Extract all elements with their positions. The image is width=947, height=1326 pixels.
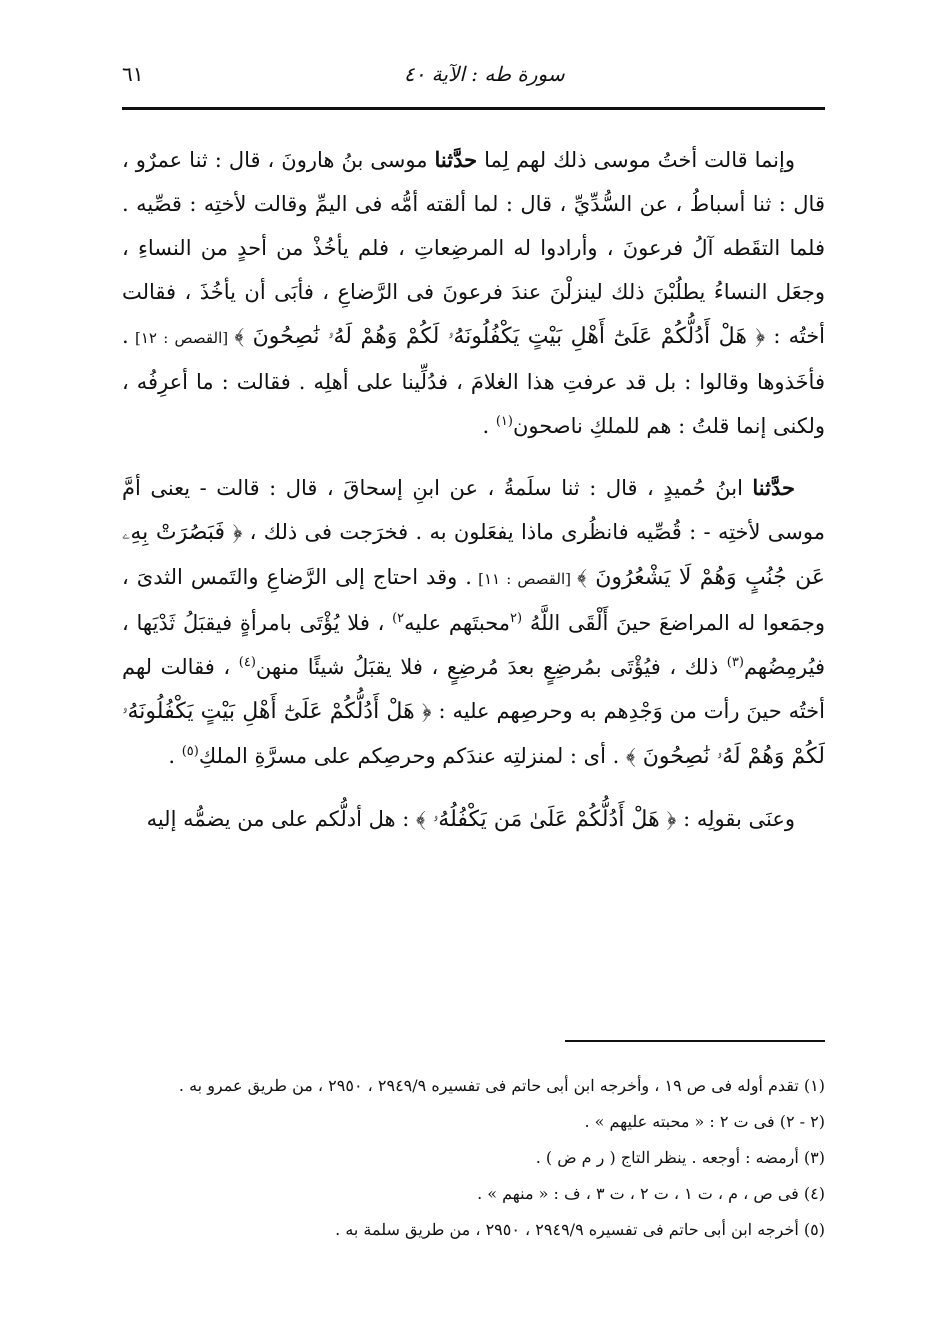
quran-quote: ﴿ هَلْ أَدُلُّكُمْ عَلَىٰٓ أَهْلِ بَيْتٍ يَكْفُلُونَهُۥ لَكُمْ وَهُمْ لَهُۥ نَٰصِحُونَ ﴾ — [234, 324, 766, 349]
footnote-marker: (٥) — [181, 744, 199, 759]
quran-quote: ﴿ فَبَصُرَتْ بِهِۦ عَن جُنُبٍ وَهُمْ لَا يَشْعُرُونَ ﴾ — [122, 520, 826, 590]
verse-reference: [القصص : ١١] — [471, 570, 578, 588]
text-segment: وإنما قالت أختُ موسى ذلك لهم لِما — [477, 148, 795, 172]
footnote-rule — [565, 1040, 825, 1042]
text-segment: ، فلا يُؤْتَى بامرأةٍ فيقبَلُ ثَدْيَها ، فيُرمِضُهم — [122, 611, 826, 679]
text-segment: وعنَى بقولِه : — [676, 807, 795, 831]
text-segment: . وقد احتاج إلى الرَّضاعِ والتَمس الثدىَ ، وجمَعوا له المراضعَ حينَ أَلْقَى اللَّهُ — [122, 565, 825, 635]
text-segment: موسى بنُ هارونَ ، قال : ثنا عمرٌو ، قال : ثنا أسباطُ ، عن السُّدِّيِّ ، قال : لما ألقته أمُّه فى اليمِّ وقالت لأختِه : قصِّيه . فلما التقَطه آلُ فرعونَ ، وأرادوا له المرضِعاتِ ، فلم يأخُذْ من أحدٍ من النساءِ ، وجعَل النساءُ يطلُبْنَ ذلك لينزلْنَ عندَ فرعونَ فى الرَّضاعِ ، فأبَى أن يأخُذَ ، فقالت أختُه : — [122, 148, 826, 348]
footnote-marker: (٤) — [238, 655, 256, 670]
text-segment: . أى : لمنزلتِه عندَكم وحرصِكم على مسرَّةِ الملكِ — [198, 744, 626, 768]
footnote-marker: (١) — [495, 414, 513, 429]
text-segment: ابنُ حُميدٍ ، قال : ثنا سلَمةُ ، عن ابنِ إسحاقَ ، قال : قالت - يعنى أمَّ موسى لأختِه - : قُصِّيه فانظُرى ماذا يفعَلون به . فخرَجت فى ذلك ، — [122, 476, 825, 544]
footnote-2: (٢ - ٢) فى ت ٢ : « محبته عليهم » . — [584, 1112, 825, 1131]
text-segment: . — [482, 414, 496, 438]
footnote-4: (٤) فى ص ، م ، ت ١ ، ت ٢ ، ت ٣ ، ف : « منهم » . — [477, 1184, 825, 1203]
text-segment: ، فقالت لهم أختُه حينَ رأت من وَجْدِهم به وحرصِهم عليه : — [122, 655, 825, 723]
text-segment: محبتَهم عليه — [404, 611, 511, 635]
paragraph-2 — [122, 466, 825, 779]
text-segment: ذلك ، فيُؤْتَى بمُرضِعٍ بعدَ مُرضِعٍ ، فلا يقبَلُ شيئًا منهن — [255, 655, 727, 679]
footnote-marker: (٣) — [726, 655, 744, 670]
paragraph-3 — [122, 797, 825, 842]
page-number: ٦١ — [122, 62, 144, 86]
footnotes — [122, 1068, 825, 1248]
paragraph-1 — [122, 138, 825, 448]
footnote-3: (٣) أرمضه : أوجعه . ينظر التاج ( ر م ض ) . — [535, 1148, 825, 1167]
header-rule — [122, 107, 825, 110]
verse-reference: [القصص : ١٢] — [128, 329, 235, 347]
footnote-1: (١) تقدم أوله فى ص ١٩ ، وأخرجه ابن أبى حاتم فى تفسيره ٢٩٤٩/٩ ، ٢٩٥٠ ، من طريق عمرو به . — [178, 1076, 825, 1095]
quran-quote: ﴿ هَلْ أَدُلُّكُمْ عَلَىٰٓ أَهْلِ بَيْتٍ يَكْفُلُونَهُۥ لَكُمْ وَهُمْ لَهُۥ نَٰصِحُونَ ﴾ — [122, 699, 825, 769]
text-segment: . فأخَذوها وقالوا : بل قد عرفتِ هذا الغلامَ ، فدُلِّينا على أهلِه . فقالت : ما أعرِفُه ، ولكنى إنما قلتُ : هم للملكِ ناصحون — [122, 324, 825, 438]
text-segment: : هل أدلُّكم على من يضمُّه إليه — [146, 807, 417, 831]
running-title: سورة طه : الآية ٤٠ — [403, 62, 565, 86]
footnote-marker: (٢ — [510, 611, 523, 626]
page-header — [122, 52, 825, 96]
main-text — [122, 138, 825, 860]
text-segment: . — [168, 744, 182, 768]
isnad-keyword: حدَّثنا — [752, 475, 795, 500]
isnad-keyword: حدَّثنا — [434, 147, 478, 172]
footnote-5: (٥) أخرجه ابن أبى حاتم فى تفسيره ٢٩٤٩/٩ ، ٢٩٥٠ ، من طريق سلمة به . — [335, 1220, 825, 1239]
footnote-marker: ٢) — [392, 611, 405, 626]
quran-quote: ﴿ هَلْ أَدُلُّكُمْ عَلَىٰ مَن يَكْفُلُهُۥ ﴾ — [416, 807, 677, 832]
